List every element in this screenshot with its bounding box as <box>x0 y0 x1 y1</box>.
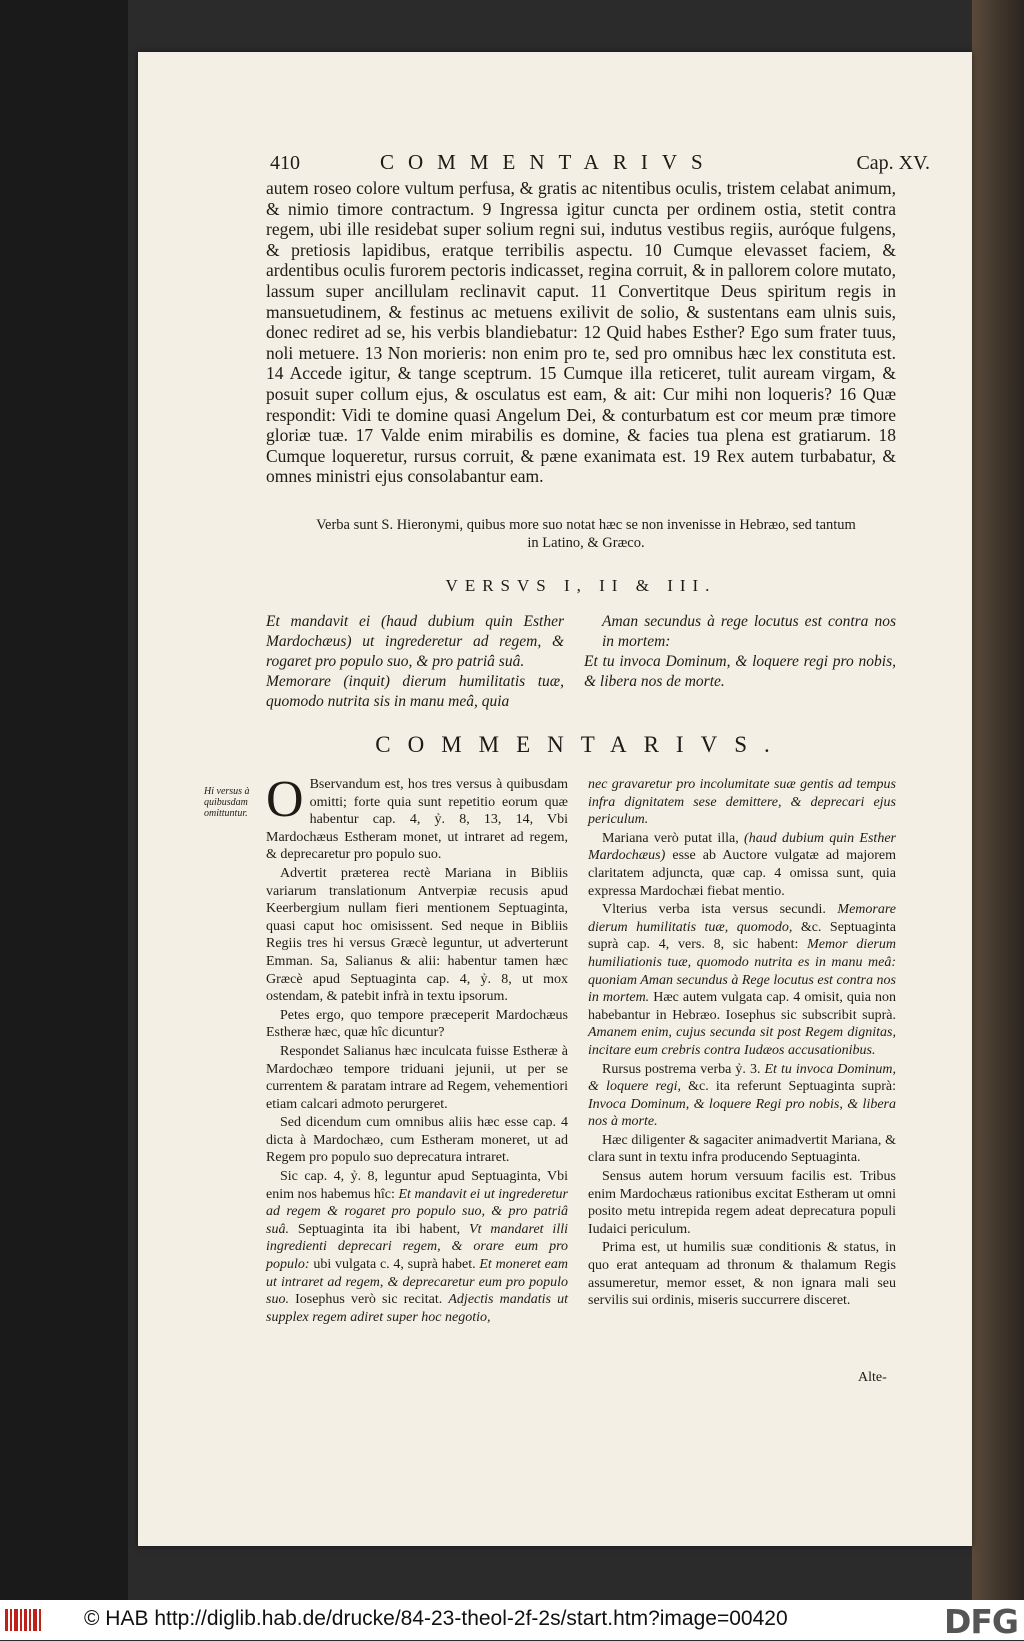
verse-column-right <box>584 612 896 692</box>
commentary-column-left <box>266 771 569 1327</box>
drop-cap: O <box>266 771 304 828</box>
page-number: 410 <box>270 152 300 174</box>
running-title: COMMENTARIVS <box>380 150 717 174</box>
book-page <box>138 52 972 1546</box>
commentary-paragraph: Prima est, ut humilis suæ conditionis & status, in quo erat antequam ad thronum & thalamum Regis assumeretur, memor esset, & non ignara mali seu servilis sui ordinis, miseris succurrere disceret. <box>588 1240 896 1309</box>
verse-paragraph: Et mandavit ei (haud dubium quin Esther Mardochæus) ut ingrederetur ad regem, & rogaret pro populo suo, & pro patriâ suâ. <box>266 613 564 670</box>
commentary-paragraph: O Bservandum est, hos tres versus à quibusdam omitti; forte quia sunt repetitio eorum quæ habentur cap. 4, ỷ. 8, 13, 14, Vbi Mardochæus Estheram monet, ut intraret ad regem, & deprecaretur pro populo suo. <box>266 771 568 863</box>
commentary-paragraph: Respondet Salianus hæc inculcata fuisse Estheræ à Mardochæo tempore triduani jejunii, ut per se currentem & paratam intrare ad Regem, vehementiori etiam calcari admoto perurgeret. <box>266 1043 568 1112</box>
verse-paragraph: Et tu invoca Dominum, & loquere regi pro nobis, & libera nos de morte. <box>584 653 896 690</box>
commentary-column-right <box>588 776 896 1311</box>
commentary-paragraph: Petes ergo, quo tempore præceperit Mardochæus Estheræ hæc, quæ hîc dicuntur? <box>266 1007 568 1041</box>
scan-background-left <box>0 0 128 1600</box>
margin-note: Hi versus à quibusdam omittuntur. <box>204 786 250 819</box>
verse-paragraph: Aman secundus à rege locutus est contra nos in mortem: <box>602 613 896 650</box>
running-head <box>270 150 930 178</box>
hieronymus-note: Verba sunt S. Hieronymi, quibus more suo notat hæc se non invenisse in Hebræo, sed tantum in Latino, & Græco. <box>316 517 856 551</box>
versus-heading: VERSVS I, II & III. <box>445 576 717 595</box>
source-url-link[interactable]: © HAB http://diglib.hab.de/drucke/84-23-theol-2f-2s/start.htm?image=00420 <box>84 1607 788 1630</box>
viewer-footer <box>0 1600 1024 1640</box>
barcode-icon <box>4 1607 44 1633</box>
commentary-paragraph: Sed dicendum cum omnibus aliis hæc esse cap. 4 dicta à Mardochæo, cum Estheram moneret, ut ad Regem pro populo suo deprecatura intraret. <box>266 1115 568 1166</box>
dfg-logo: DFG <box>943 1602 1018 1641</box>
chapter-label: Cap. XV. <box>856 152 930 174</box>
catchword: Alte- <box>858 1370 887 1385</box>
commentary-paragraph: Rursus postrema verba ỷ. 3. Et tu invoca Dominum, & loquere regi, &c. ita referunt Septuaginta suprà: Invoca Dominum, & loquere Regi pro nobis, & libera nos à morte. <box>588 1061 897 1130</box>
commentary-paragraph: nec gravaretur pro incolumitate suæ gentis ad tempus infra dignitatem sese demittere, & deprecari ejus periculum. <box>588 777 896 828</box>
commentary-paragraph: Hæc diligenter & sagaciter animadvertit Mariana, & clara sunt in textu infra producendo Septuaginta. <box>588 1132 896 1166</box>
commentary-paragraph: Advertit præterea rectè Mariana in Bibliis variarum translationum Antverpiæ recusis apud Keerbergium nullam fieri mentionem Septuaginta, quasi caput hoc omisissent. Sed neque in Bibliis Regiis tres hi versus Græcè leguntur, ut adverterunt Emman. Sa, Salianus & alii: habentur tamen hæc Græcè apud Septuaginta cap. 4, ỷ. 8, ut mox ostendam, & patebit infrà in textu ipsorum. <box>266 865 568 1005</box>
verse-paragraph: Memorare (inquit) dierum humilitatis tuæ, quomodo nutrita sis in manu meâ, quia <box>266 673 564 710</box>
commentary-paragraph: Sensus autem horum versuum facilis est. Tribus enim Mardochæus rationibus excitat Estheram ut omni posito metu intrepida regem adeat deprecatura populi Iudaici periculum. <box>588 1169 896 1237</box>
verse-column-left <box>266 612 564 712</box>
commentarius-heading: COMMENTARIVS. <box>375 732 787 757</box>
commentary-paragraph: Vlterius verba ista versus secundi. Memorare dierum humilitatis tuæ, quomodo, &c. Septuaginta suprà cap. 4, vers. 8, sic habent: Memor dierum humiliationis tuæ, quomodo nutrita es in manu meâ: quoniam Aman secundus à Rege locutus est contra nos in mortem. Hæc autem vulgata cap. 4 omisit, quia non habebantur in Hebræo. Iosephus sic subscribit suprà. Amanem enim, cujus secunda sit post Regem dignitas, incitare eum crebris contra Iudæos accusationibus. <box>588 902 897 1058</box>
commentary-paragraph: Mariana verò putat illa, (haud dubium quin Esther Mardochæus) esse ab Auctore vulgatæ ad majorem claritatem adjuncta, quæ cap. 4 omissa sunt, quia expressa Mardochæi fiebat mentio. <box>588 830 896 899</box>
book-edge-right <box>972 0 1024 1600</box>
commentary-paragraph: Sic cap. 4, ỷ. 8, leguntur apud Septuaginta, Vbi enim nos habemus hîc: Et mandavit ei ut ingrederetur ad regem & rogaret pro populo suo, & pro patriâ suâ. Septuaginta ita ibi habent, Vt mandaret illi ingredienti deprecari regem, & orare eum pro populo: ubi vulgata c. 4, suprà habet. Et moneret eam ut intraret ad regem, & deprecaretur eum pro populo suo. Iosephus verò sic recitat. Adjectis mandatis ut supplex regem adiret super hoc negotio, <box>266 1169 569 1325</box>
main-text-block: autem roseo colore vultum perfusa, & gratis ac nitentibus oculis, tristem celabat animum, & nimio timore contractum. 9 Ingressa igitur cuncta per ordinem ostia, stetit contra regem, ubi ille residebat super solium regni sui, indutus vestibus regiis, auróque fulgens, & pretiosis lapidibus, eratque terribilis aspectu. 10 Cumque elevasset faciem, & ardentibus oculis furorem pectoris indicasset, regina corruit, & in pallorem colore mutato, lassum super ancillulam reclinavit caput. 11 Convertitque Deus spiritum regis in mansuetudinem, & festinus ac metuens exilivit de solio, & sustentans eam ulnis suis, donec rediret ad se, his verbis blandiebatur: 12 Quid habes Esther? Ego sum frater tuus, noli metuere. 13 Non morieris: non enim pro te, sed pro omnibus hæc lex constituta est. 14 Accede igitur, & tange sceptrum. 15 Cumque illa reticeret, tulit auream virgam, & posuit super collum ejus, & osculatus est eam, & ait: Cur mihi non loqueris? 16 Quæ respondit: Vidi te domine quasi Angelum Dei, & conturbatum est cor meum præ timore gloriæ tuæ. 17 Valde enim mirabilis es domine, & facies tua plena est gratiarum. 18 Cumque loqueretur, rursus corruit, & pæne exanimata est. 19 Rex autem turbabatur, & omnes ministri ejus consolabantur eam. <box>266 178 896 487</box>
